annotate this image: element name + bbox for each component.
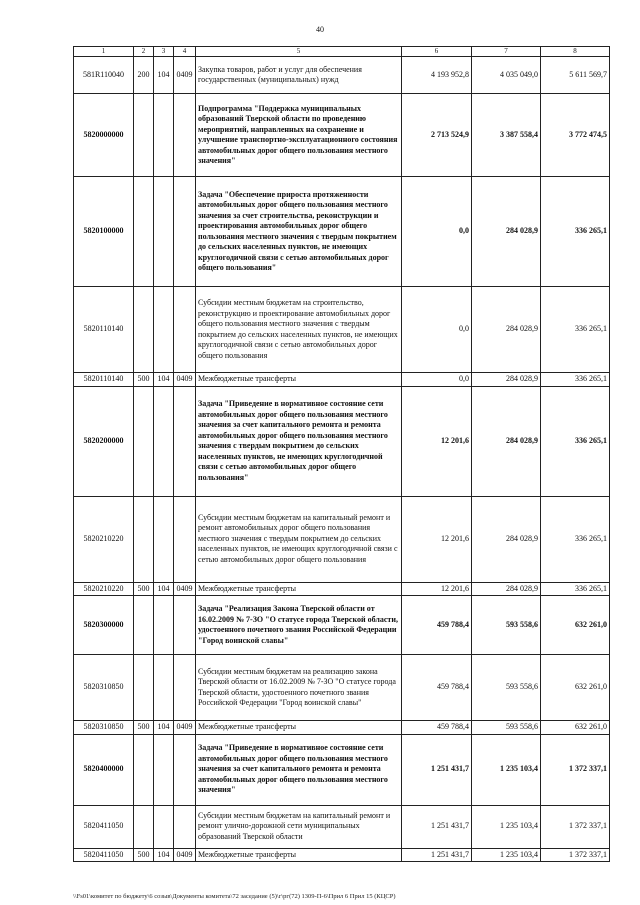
- row-col3: [154, 386, 174, 496]
- row-value-col8: 3 772 474,5: [541, 94, 610, 177]
- table-row: [74, 57, 610, 94]
- row-code: 5820310850: [74, 721, 134, 735]
- row-description: Задача "Приведение в нормативное состояние сети автомобильных дорог общего пользования местного значения за счет капитального ремонта и ремонта автомобильных дорог общего пользования местного значения с твердым покрытием до сельских населенных пунктов, не имеющих круглогодичной связи с сетью автомобильных дорог общего пользования": [196, 386, 402, 496]
- table-row: [74, 373, 610, 387]
- row-value-col7: 284 028,9: [472, 373, 541, 387]
- row-value-col8: 632 261,0: [541, 655, 610, 721]
- footer-file-path: \\Fs01\комитет по бюджету\6 созыв\Документы комитета\72 заседание (5)\г\рг(72) 1309-П-6\Прил 6 Прил 15 (КЦСР): [73, 893, 396, 900]
- row-code: 5820411050: [74, 805, 134, 848]
- table-row: [74, 655, 610, 721]
- row-col4: 0409: [174, 57, 196, 94]
- row-col4: 0409: [174, 848, 196, 862]
- row-value-col7: 1 235 103,4: [472, 734, 541, 805]
- row-col4: 0409: [174, 582, 196, 596]
- column-number-row: [74, 47, 610, 57]
- row-col4: [174, 734, 196, 805]
- column-number: 8: [541, 47, 610, 57]
- row-value-col8: 1 372 337,1: [541, 734, 610, 805]
- row-value-col6: 0,0: [402, 287, 472, 373]
- row-col4: [174, 386, 196, 496]
- row-col2: [134, 596, 154, 655]
- row-value-col6: 1 251 431,7: [402, 848, 472, 862]
- row-value-col8: 336 265,1: [541, 373, 610, 387]
- row-value-col8: 1 372 337,1: [541, 848, 610, 862]
- row-col3: 104: [154, 57, 174, 94]
- row-col4: [174, 177, 196, 287]
- row-value-col7: 284 028,9: [472, 582, 541, 596]
- row-description: Субсидии местным бюджетам на капитальный ремонт и ремонт автомобильных дорог общего пользования местного значения с твердым покрытием до сельских населенных пунктов, не имеющих круглогодичной связи с сетью автомобильных дорог общего пользования: [196, 496, 402, 582]
- row-value-col8: 336 265,1: [541, 582, 610, 596]
- row-col3: [154, 655, 174, 721]
- row-col4: [174, 496, 196, 582]
- row-col2: 500: [134, 721, 154, 735]
- row-description: Межбюджетные трансферты: [196, 721, 402, 735]
- row-value-col6: 12 201,6: [402, 386, 472, 496]
- row-code: 5820400000: [74, 734, 134, 805]
- table-row: [74, 496, 610, 582]
- column-number: 3: [154, 47, 174, 57]
- row-value-col8: 5 611 569,7: [541, 57, 610, 94]
- row-col4: [174, 94, 196, 177]
- row-col2: 200: [134, 57, 154, 94]
- row-col2: [134, 386, 154, 496]
- table-row: [74, 848, 610, 862]
- row-value-col7: 284 028,9: [472, 386, 541, 496]
- row-value-col8: 336 265,1: [541, 386, 610, 496]
- row-value-col7: 284 028,9: [472, 177, 541, 287]
- row-value-col7: 4 035 049,0: [472, 57, 541, 94]
- table-row: [74, 721, 610, 735]
- row-value-col6: 1 251 431,7: [402, 805, 472, 848]
- row-description: Межбюджетные трансферты: [196, 582, 402, 596]
- row-col4: [174, 287, 196, 373]
- row-code: 5820210220: [74, 582, 134, 596]
- row-col2: [134, 177, 154, 287]
- row-col2: 500: [134, 373, 154, 387]
- row-value-col7: 3 387 558,4: [472, 94, 541, 177]
- row-value-col8: 336 265,1: [541, 287, 610, 373]
- row-col2: [134, 496, 154, 582]
- row-col4: [174, 596, 196, 655]
- row-description: Субсидии местным бюджетам на строительство, реконструкцию и проектирование автомобильных дорог общего пользования местного значения с твердым покрытием до сельских населенных пунктов, не имеющих круглогодичной связи с сетью автомобильных дорог общего пользования: [196, 287, 402, 373]
- row-value-col6: 12 201,6: [402, 496, 472, 582]
- table-body: [74, 47, 610, 862]
- row-col2: [134, 287, 154, 373]
- table-row: [74, 596, 610, 655]
- column-number: 4: [174, 47, 196, 57]
- row-code: 5820300000: [74, 596, 134, 655]
- row-code: 5820100000: [74, 177, 134, 287]
- row-value-col8: 336 265,1: [541, 496, 610, 582]
- row-col2: [134, 655, 154, 721]
- column-number: 7: [472, 47, 541, 57]
- row-description: Межбюджетные трансферты: [196, 848, 402, 862]
- row-value-col6: 1 251 431,7: [402, 734, 472, 805]
- row-col4: 0409: [174, 721, 196, 735]
- row-description: Подпрограмма "Поддержка муниципальных образований Тверской области по проведению мероприятий, направленных на сохранение и улучшение транспортно-эксплуатационного состояния автомобильных дорог общего пользования местного значения": [196, 94, 402, 177]
- row-code: 5820411050: [74, 848, 134, 862]
- row-col3: 104: [154, 582, 174, 596]
- row-value-col7: 284 028,9: [472, 287, 541, 373]
- row-col3: [154, 734, 174, 805]
- row-code: 5820210220: [74, 496, 134, 582]
- table-row: [74, 287, 610, 373]
- row-value-col6: 0,0: [402, 373, 472, 387]
- row-value-col6: 459 788,4: [402, 655, 472, 721]
- row-col3: 104: [154, 848, 174, 862]
- row-value-col7: 1 235 103,4: [472, 805, 541, 848]
- row-code: 5820110140: [74, 287, 134, 373]
- row-col4: [174, 805, 196, 848]
- row-value-col7: 284 028,9: [472, 496, 541, 582]
- row-value-col8: 632 261,0: [541, 721, 610, 735]
- row-code: 5820110140: [74, 373, 134, 387]
- row-value-col8: 1 372 337,1: [541, 805, 610, 848]
- budget-table: [73, 46, 610, 862]
- row-value-col7: 593 558,6: [472, 655, 541, 721]
- row-description: Межбюджетные трансферты: [196, 373, 402, 387]
- row-value-col6: 4 193 952,8: [402, 57, 472, 94]
- column-number: 6: [402, 47, 472, 57]
- row-col3: [154, 805, 174, 848]
- row-col3: [154, 496, 174, 582]
- row-value-col6: 0,0: [402, 177, 472, 287]
- row-value-col7: 593 558,6: [472, 721, 541, 735]
- table-row: [74, 386, 610, 496]
- row-code: 5820000000: [74, 94, 134, 177]
- row-col4: 0409: [174, 373, 196, 387]
- row-value-col6: 2 713 524,9: [402, 94, 472, 177]
- row-code: 581R110040: [74, 57, 134, 94]
- table-row: [74, 94, 610, 177]
- row-col2: 500: [134, 582, 154, 596]
- row-col2: [134, 805, 154, 848]
- column-number: 5: [196, 47, 402, 57]
- row-value-col8: 336 265,1: [541, 177, 610, 287]
- row-col2: 500: [134, 848, 154, 862]
- row-description: Субсидии местным бюджетам на реализацию закона Тверской области от 16.02.2009 № 7-ЗО "О статусе города Тверской области, удостоенного почетного звания Российской Федерации "Город воинской славы": [196, 655, 402, 721]
- row-col4: [174, 655, 196, 721]
- table-row: [74, 805, 610, 848]
- table-row: [74, 734, 610, 805]
- row-description: Субсидии местным бюджетам на капитальный ремонт и ремонт улично-дорожной сети муниципальных образований Тверской области: [196, 805, 402, 848]
- row-col3: [154, 287, 174, 373]
- row-value-col6: 459 788,4: [402, 721, 472, 735]
- row-value-col6: 12 201,6: [402, 582, 472, 596]
- row-col3: 104: [154, 373, 174, 387]
- row-code: 5820310850: [74, 655, 134, 721]
- row-description: Закупка товаров, работ и услуг для обеспечения государственных (муниципальных) нужд: [196, 57, 402, 94]
- row-col2: [134, 734, 154, 805]
- page-number: 40: [316, 25, 324, 34]
- row-col3: [154, 596, 174, 655]
- column-number: 1: [74, 47, 134, 57]
- row-code: 5820200000: [74, 386, 134, 496]
- row-value-col6: 459 788,4: [402, 596, 472, 655]
- row-description: Задача "Обеспечение прироста протяженности автомобильных дорог общего пользования местного значения за счет строительства, реконструкции и проектирования автомобильных дорог общего пользования местного значения с твердым покрытием до сельских населенных пунктов, не имеющих круглогодичной связи с сетью автомобильных дорог общего пользования": [196, 177, 402, 287]
- row-description: Задача "Реализация Закона Тверской области от 16.02.2009 № 7-ЗО "О статусе города Тверской области, удостоенного почетного звания Российской Федерации "Город воинской славы": [196, 596, 402, 655]
- row-value-col7: 1 235 103,4: [472, 848, 541, 862]
- table-row: [74, 582, 610, 596]
- row-value-col8: 632 261,0: [541, 596, 610, 655]
- column-number: 2: [134, 47, 154, 57]
- row-value-col7: 593 558,6: [472, 596, 541, 655]
- row-col2: [134, 94, 154, 177]
- row-col3: [154, 177, 174, 287]
- table-row: [74, 177, 610, 287]
- row-col3: 104: [154, 721, 174, 735]
- row-col3: [154, 94, 174, 177]
- row-description: Задача "Приведение в нормативное состояние сети автомобильных дорог общего пользования местного значения за счет капитального ремонта и ремонта автомобильных дорог общего пользования местного значения": [196, 734, 402, 805]
